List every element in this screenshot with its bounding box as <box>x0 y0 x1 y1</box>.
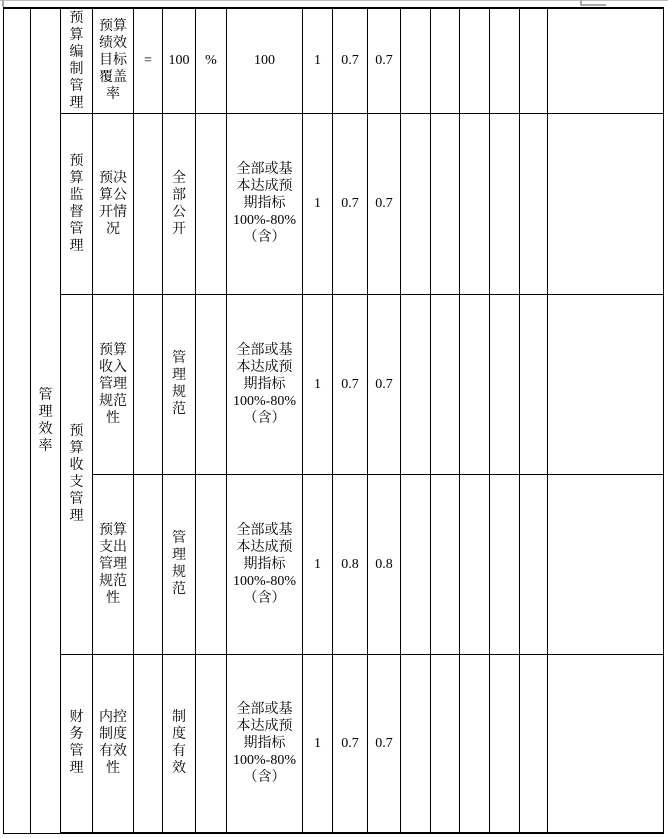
empty-cell[interactable] <box>431 113 460 294</box>
score-a-cell[interactable]: 0.7 <box>333 113 368 294</box>
left-gutter-cell[interactable] <box>4 8 31 833</box>
empty-cell[interactable] <box>520 474 548 654</box>
empty-cell[interactable] <box>431 294 460 474</box>
empty-cell[interactable] <box>431 474 460 654</box>
benchmark-cell[interactable]: 管理规范 <box>163 294 196 474</box>
standard-cell[interactable]: 全部或基本达成预期指标100%-80%（含） <box>227 654 303 833</box>
standard-cell[interactable]: 100 <box>227 8 303 113</box>
score-a-cell[interactable]: 0.7 <box>333 654 368 833</box>
empty-cell-wide[interactable] <box>548 474 664 654</box>
unit-cell[interactable]: % <box>196 8 227 113</box>
ruler-edge-line <box>0 0 668 1</box>
unit-cell[interactable] <box>196 654 227 833</box>
benchmark-cell[interactable]: 制度有效 <box>163 654 196 833</box>
weight-cell[interactable]: 1 <box>303 8 333 113</box>
table-row <box>4 8 664 113</box>
score-b-cell[interactable]: 0.7 <box>368 8 401 113</box>
empty-cell[interactable] <box>490 8 520 113</box>
ruler-margin-tick <box>2 0 4 7</box>
ruler-table-handle-icon <box>580 0 606 6</box>
indicator-cell[interactable]: 预算收入管理规范性 <box>93 294 134 474</box>
empty-cell-wide[interactable] <box>548 654 664 833</box>
score-b-cell[interactable]: 0.7 <box>368 654 401 833</box>
empty-cell[interactable] <box>520 113 548 294</box>
indicator-cell[interactable]: 预决算公开情况 <box>93 113 134 294</box>
score-b-cell[interactable]: 0.7 <box>368 113 401 294</box>
indicator-cell[interactable]: 预算绩效目标覆盖率 <box>93 8 134 113</box>
section-cell[interactable]: 预算监督管理 <box>61 113 93 294</box>
empty-cell-wide[interactable] <box>548 8 664 113</box>
benchmark-cell[interactable]: 100 <box>163 8 196 113</box>
table-row <box>4 113 664 294</box>
table-row <box>4 654 664 833</box>
benchmark-cell[interactable]: 全部公开 <box>163 113 196 294</box>
weight-cell[interactable]: 1 <box>303 654 333 833</box>
weight-cell[interactable]: 1 <box>303 294 333 474</box>
empty-cell[interactable] <box>520 294 548 474</box>
empty-cell[interactable] <box>460 113 490 294</box>
unit-cell[interactable] <box>196 474 227 654</box>
empty-cell[interactable] <box>401 294 431 474</box>
indicator-cell[interactable]: 预算支出管理规范性 <box>93 474 134 654</box>
empty-cell[interactable] <box>431 8 460 113</box>
unit-cell[interactable] <box>196 113 227 294</box>
score-b-cell[interactable]: 0.7 <box>368 294 401 474</box>
standard-cell[interactable]: 全部或基本达成预期指标100%-80%（含） <box>227 113 303 294</box>
empty-cell[interactable] <box>490 474 520 654</box>
standard-cell[interactable]: 全部或基本达成预期指标100%-80%（含） <box>227 474 303 654</box>
empty-cell[interactable] <box>401 8 431 113</box>
empty-cell[interactable] <box>431 654 460 833</box>
section-cell[interactable]: 预算编制管理 <box>61 8 93 113</box>
section-cell[interactable]: 财务管理 <box>61 654 93 833</box>
table-row <box>4 474 664 654</box>
operator-cell[interactable] <box>134 294 163 474</box>
empty-cell[interactable] <box>401 474 431 654</box>
empty-cell[interactable] <box>460 8 490 113</box>
empty-cell[interactable] <box>460 294 490 474</box>
benchmark-cell[interactable]: 管理规范 <box>163 474 196 654</box>
group-label-cell[interactable]: 管理效率 <box>31 8 61 833</box>
indicator-cell[interactable]: 内控制度有效性 <box>93 654 134 833</box>
empty-cell[interactable] <box>401 654 431 833</box>
empty-cell[interactable] <box>460 654 490 833</box>
empty-cell[interactable] <box>520 654 548 833</box>
operator-cell[interactable] <box>134 654 163 833</box>
operator-cell[interactable] <box>134 474 163 654</box>
unit-cell[interactable] <box>196 294 227 474</box>
empty-cell-wide[interactable] <box>548 113 664 294</box>
empty-cell-wide[interactable] <box>548 294 664 474</box>
weight-cell[interactable]: 1 <box>303 113 333 294</box>
score-a-cell[interactable]: 0.8 <box>333 474 368 654</box>
score-b-cell[interactable]: 0.8 <box>368 474 401 654</box>
empty-cell[interactable] <box>490 654 520 833</box>
operator-cell[interactable]: = <box>134 8 163 113</box>
empty-cell[interactable] <box>490 113 520 294</box>
empty-cell[interactable] <box>460 474 490 654</box>
score-a-cell[interactable]: 0.7 <box>333 8 368 113</box>
empty-cell[interactable] <box>520 8 548 113</box>
score-a-cell[interactable]: 0.7 <box>333 294 368 474</box>
empty-cell[interactable] <box>490 294 520 474</box>
weight-cell[interactable]: 1 <box>303 474 333 654</box>
section-cell[interactable]: 预算收支管理 <box>61 294 93 654</box>
operator-cell[interactable] <box>134 113 163 294</box>
standard-cell[interactable]: 全部或基本达成预期指标100%-80%（含） <box>227 294 303 474</box>
table-row <box>4 294 664 474</box>
evaluation-table <box>3 7 664 834</box>
empty-cell[interactable] <box>401 113 431 294</box>
